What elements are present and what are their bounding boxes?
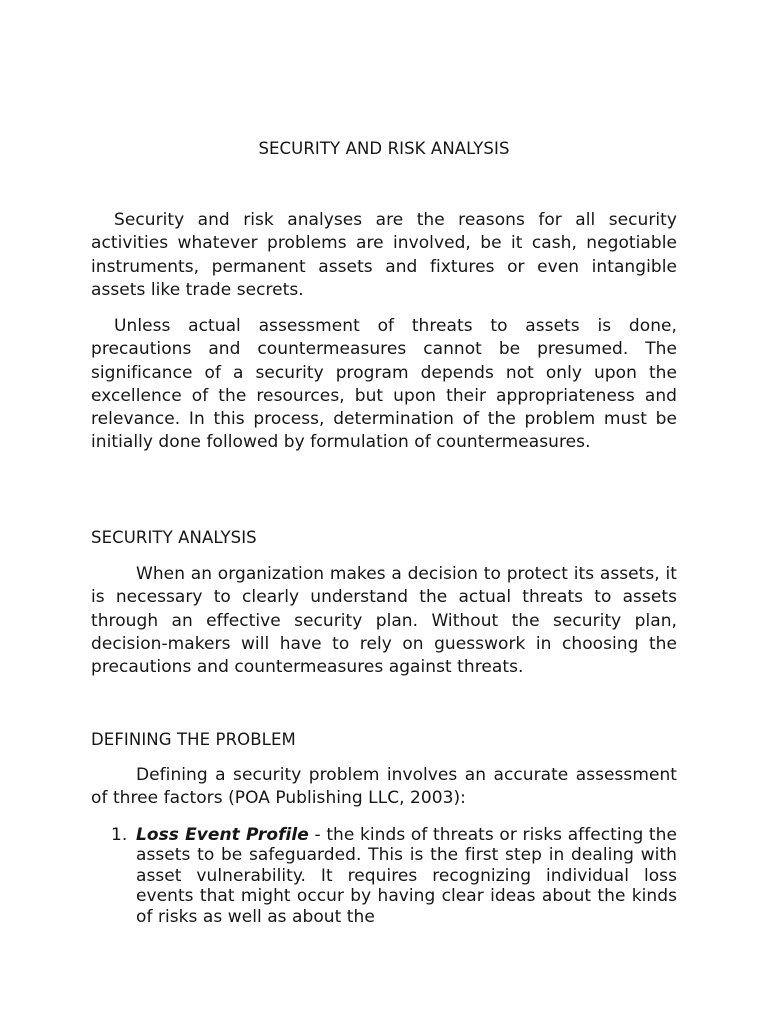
intro-paragraph-1: Security and risk analyses are the reasons for all security activities whatever problems are involved, be it cash, negotiable instruments, permanent assets and fixtures or even intangible assets like trade secrets. bbox=[91, 210, 677, 300]
list-item bbox=[91, 825, 677, 927]
section-heading-defining-the-problem: DEFINING THE PROBLEM bbox=[91, 730, 296, 749]
section-heading-security-analysis: SECURITY ANALYSIS bbox=[91, 528, 257, 547]
list-item-text: - the kinds of threats or risks affecting the assets to be safeguarded. This is the first step in dealing with asset vulnerability. It requires recognizing individual loss events that might occur by having clear ideas about the kinds of risks as well as about the bbox=[136, 825, 677, 927]
defining-problem-paragraph: Defining a security problem involves an accurate assessment of three factors (POA Publishing LLC, 2003): bbox=[91, 765, 677, 809]
list-item-term: Loss Event Profile bbox=[136, 825, 309, 845]
factors-list bbox=[91, 825, 677, 927]
security-analysis-paragraph: When an organization makes a decision to protect its assets, it is necessary to clearly understand the actual threats to assets through an effective security plan. Without the security plan, decision-makers will have to rely on guesswork in choosing the precautions and countermeasures against threats. bbox=[91, 564, 677, 678]
intro-paragraph-2: Unless actual assessment of threats to assets is done, precautions and countermeasures cannot be presumed. The significance of a security program depends not only upon the excellence of the resources, but upon their appropriateness and relevance. In this process, determination of the problem must be initially done followed by formulation of countermeasures. bbox=[91, 316, 677, 453]
document-title: SECURITY AND RISK ANALYSIS bbox=[258, 139, 510, 158]
list-item-number: 1. bbox=[111, 825, 128, 845]
